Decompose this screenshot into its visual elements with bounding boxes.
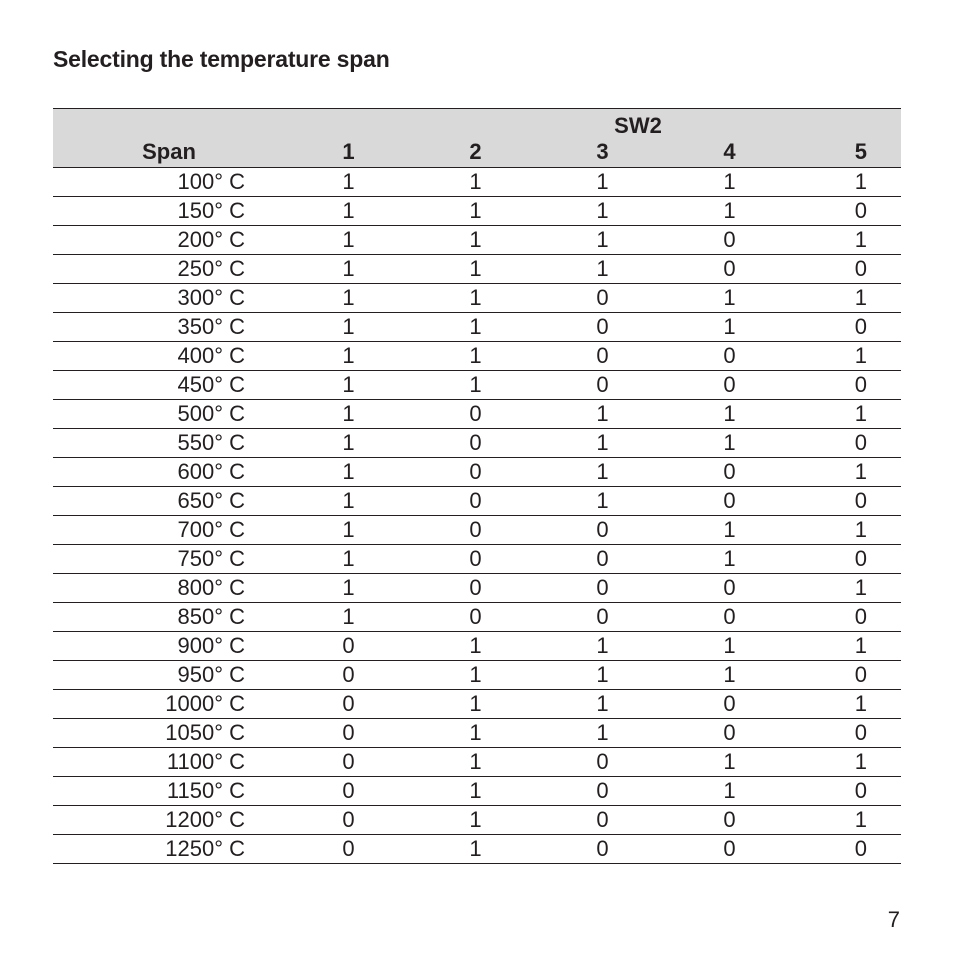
table-row — [53, 429, 901, 458]
switch-value-cell: 0 — [285, 806, 412, 835]
switch-value-cell: 0 — [666, 255, 793, 284]
span-column-header: Span — [53, 137, 285, 168]
switch-value-cell: 1 — [539, 632, 666, 661]
switch-value-cell: 1 — [412, 168, 539, 197]
switch-value-cell: 0 — [539, 777, 666, 806]
span-value-cell: 700° C — [53, 516, 285, 545]
span-value-cell: 100° C — [53, 168, 285, 197]
table-row — [53, 835, 901, 864]
switch-value-cell: 0 — [793, 777, 901, 806]
switch-value-cell: 0 — [539, 748, 666, 777]
table-row — [53, 719, 901, 748]
switch-value-cell: 1 — [793, 400, 901, 429]
switch-value-cell: 0 — [539, 313, 666, 342]
span-value-cell: 350° C — [53, 313, 285, 342]
switch-value-cell: 1 — [412, 632, 539, 661]
table-row — [53, 255, 901, 284]
table-column-header-row — [53, 137, 901, 168]
switch-value-cell: 1 — [666, 400, 793, 429]
span-value-cell: 500° C — [53, 400, 285, 429]
switch-value-cell: 0 — [412, 574, 539, 603]
table-body — [53, 168, 901, 864]
switch-value-cell: 0 — [793, 545, 901, 574]
table-row — [53, 400, 901, 429]
switch-value-cell: 0 — [793, 661, 901, 690]
switch-value-cell: 1 — [412, 690, 539, 719]
switch-value-cell: 1 — [412, 748, 539, 777]
switch-value-cell: 1 — [793, 168, 901, 197]
switch-value-cell: 0 — [793, 313, 901, 342]
span-value-cell: 150° C — [53, 197, 285, 226]
switch-value-cell: 1 — [285, 400, 412, 429]
switch-value-cell: 1 — [539, 429, 666, 458]
switch-value-cell: 0 — [539, 371, 666, 400]
switch-value-cell: 0 — [285, 690, 412, 719]
switch-value-cell: 1 — [666, 661, 793, 690]
switch-value-cell: 0 — [666, 371, 793, 400]
switch-column-header: 5 — [793, 137, 901, 168]
page-number: 7 — [887, 907, 900, 932]
switch-value-cell: 1 — [793, 632, 901, 661]
switch-value-cell: 1 — [793, 516, 901, 545]
switch-value-cell: 1 — [412, 806, 539, 835]
span-value-cell: 650° C — [53, 487, 285, 516]
switch-value-cell: 0 — [793, 719, 901, 748]
switch-value-cell: 0 — [666, 719, 793, 748]
switch-value-cell: 1 — [412, 255, 539, 284]
switch-value-cell: 1 — [666, 197, 793, 226]
table-row — [53, 284, 901, 313]
page-title: Selecting the temperature span — [53, 46, 390, 72]
switch-value-cell: 1 — [412, 835, 539, 864]
span-value-cell: 400° C — [53, 342, 285, 371]
switch-value-cell: 0 — [412, 603, 539, 632]
switch-value-cell: 1 — [412, 371, 539, 400]
switch-value-cell: 0 — [412, 487, 539, 516]
span-value-cell: 900° C — [53, 632, 285, 661]
switch-value-cell: 1 — [539, 226, 666, 255]
switch-value-cell: 1 — [285, 284, 412, 313]
switch-value-cell: 0 — [666, 487, 793, 516]
switch-value-cell: 0 — [539, 342, 666, 371]
switch-value-cell: 1 — [666, 429, 793, 458]
switch-value-cell: 0 — [666, 690, 793, 719]
switch-value-cell: 0 — [539, 516, 666, 545]
switch-value-cell: 0 — [285, 777, 412, 806]
switch-value-cell: 0 — [539, 806, 666, 835]
switch-value-cell: 1 — [412, 342, 539, 371]
switch-value-cell: 1 — [285, 197, 412, 226]
switch-value-cell: 0 — [666, 574, 793, 603]
switch-value-cell: 0 — [412, 516, 539, 545]
span-value-cell: 300° C — [53, 284, 285, 313]
switch-column-header: 2 — [412, 137, 539, 168]
span-value-cell: 250° C — [53, 255, 285, 284]
switch-value-cell: 1 — [412, 226, 539, 255]
table-row — [53, 748, 901, 777]
span-value-cell: 1150° C — [53, 777, 285, 806]
switch-value-cell: 1 — [793, 342, 901, 371]
switch-value-cell: 0 — [793, 835, 901, 864]
switch-value-cell: 1 — [539, 719, 666, 748]
switch-value-cell: 0 — [539, 574, 666, 603]
switch-value-cell: 1 — [666, 777, 793, 806]
switch-value-cell: 0 — [539, 545, 666, 574]
switch-column-header: 4 — [666, 137, 793, 168]
switch-value-cell: 0 — [666, 342, 793, 371]
switch-value-cell: 0 — [793, 429, 901, 458]
table-row — [53, 603, 901, 632]
switch-value-cell: 0 — [666, 458, 793, 487]
switch-value-cell: 0 — [539, 603, 666, 632]
switch-value-cell: 0 — [793, 603, 901, 632]
switch-value-cell: 1 — [793, 574, 901, 603]
switch-column-header: 3 — [539, 137, 666, 168]
switch-value-cell: 1 — [285, 342, 412, 371]
switch-value-cell: 1 — [539, 197, 666, 226]
table-row — [53, 168, 901, 197]
span-value-cell: 850° C — [53, 603, 285, 632]
switch-value-cell: 1 — [793, 690, 901, 719]
switch-value-cell: 0 — [539, 835, 666, 864]
span-value-cell: 800° C — [53, 574, 285, 603]
span-value-cell: 450° C — [53, 371, 285, 400]
switch-value-cell: 1 — [793, 284, 901, 313]
switch-value-cell: 0 — [285, 835, 412, 864]
table-row — [53, 545, 901, 574]
table-row — [53, 574, 901, 603]
switch-value-cell: 1 — [666, 313, 793, 342]
span-value-cell: 1100° C — [53, 748, 285, 777]
table-row — [53, 806, 901, 835]
switch-value-cell: 0 — [793, 371, 901, 400]
table-row — [53, 226, 901, 255]
table-row — [53, 458, 901, 487]
switch-value-cell: 1 — [285, 574, 412, 603]
switch-value-cell: 1 — [539, 168, 666, 197]
switch-value-cell: 1 — [539, 690, 666, 719]
switch-value-cell: 1 — [412, 284, 539, 313]
span-value-cell: 1050° C — [53, 719, 285, 748]
switch-value-cell: 1 — [285, 545, 412, 574]
switch-value-cell: 1 — [666, 632, 793, 661]
switch-value-cell: 1 — [666, 284, 793, 313]
switch-value-cell: 1 — [539, 487, 666, 516]
switch-value-cell: 1 — [412, 313, 539, 342]
switch-value-cell: 0 — [285, 632, 412, 661]
switch-value-cell: 1 — [539, 400, 666, 429]
switch-value-cell: 0 — [412, 545, 539, 574]
switch-value-cell: 0 — [666, 226, 793, 255]
switch-value-cell: 0 — [412, 400, 539, 429]
switch-value-cell: 1 — [285, 603, 412, 632]
switch-value-cell: 0 — [793, 255, 901, 284]
switch-value-cell: 0 — [412, 429, 539, 458]
table-row — [53, 632, 901, 661]
switch-value-cell: 0 — [793, 487, 901, 516]
switch-value-cell: 1 — [412, 197, 539, 226]
span-value-cell: 200° C — [53, 226, 285, 255]
span-value-cell: 1000° C — [53, 690, 285, 719]
span-value-cell: 750° C — [53, 545, 285, 574]
switch-value-cell: 1 — [793, 226, 901, 255]
table-row — [53, 313, 901, 342]
table-row — [53, 371, 901, 400]
span-value-cell: 600° C — [53, 458, 285, 487]
switch-value-cell: 1 — [412, 719, 539, 748]
switch-value-cell: 1 — [539, 255, 666, 284]
table-row — [53, 516, 901, 545]
table-row — [53, 197, 901, 226]
span-value-cell: 1250° C — [53, 835, 285, 864]
switch-value-cell: 1 — [666, 748, 793, 777]
span-value-cell: 1200° C — [53, 806, 285, 835]
switch-value-cell: 1 — [793, 748, 901, 777]
table-row — [53, 661, 901, 690]
table-row — [53, 487, 901, 516]
switch-value-cell: 1 — [285, 255, 412, 284]
switch-value-cell: 1 — [285, 516, 412, 545]
switch-value-cell: 1 — [285, 371, 412, 400]
switch-value-cell: 0 — [666, 806, 793, 835]
switch-value-cell: 1 — [285, 429, 412, 458]
switch-value-cell: 1 — [285, 487, 412, 516]
switch-value-cell: 1 — [539, 661, 666, 690]
switch-value-cell: 1 — [666, 516, 793, 545]
switch-value-cell: 1 — [666, 545, 793, 574]
span-value-cell: 550° C — [53, 429, 285, 458]
switch-value-cell: 1 — [666, 168, 793, 197]
switch-value-cell: 0 — [285, 661, 412, 690]
switch-value-cell: 1 — [793, 458, 901, 487]
switch-value-cell: 1 — [539, 458, 666, 487]
switch-value-cell: 0 — [412, 458, 539, 487]
table-group-header-row — [53, 109, 901, 138]
switch-value-cell: 1 — [285, 458, 412, 487]
switch-value-cell: 1 — [285, 168, 412, 197]
span-value-cell: 950° C — [53, 661, 285, 690]
switch-value-cell: 1 — [412, 661, 539, 690]
table-row — [53, 690, 901, 719]
switch-value-cell: 1 — [412, 777, 539, 806]
switch-value-cell: 0 — [666, 835, 793, 864]
switch-value-cell: 0 — [285, 719, 412, 748]
table-row — [53, 342, 901, 371]
switch-value-cell: 1 — [285, 226, 412, 255]
switch-value-cell: 0 — [666, 603, 793, 632]
switch-value-cell: 0 — [539, 284, 666, 313]
table-row — [53, 777, 901, 806]
temperature-span-table — [53, 108, 901, 864]
sw2-group-header: SW2 — [53, 109, 901, 138]
switch-value-cell: 0 — [793, 197, 901, 226]
switch-value-cell: 0 — [285, 748, 412, 777]
switch-value-cell: 1 — [285, 313, 412, 342]
switch-column-header: 1 — [285, 137, 412, 168]
switch-value-cell: 1 — [793, 806, 901, 835]
